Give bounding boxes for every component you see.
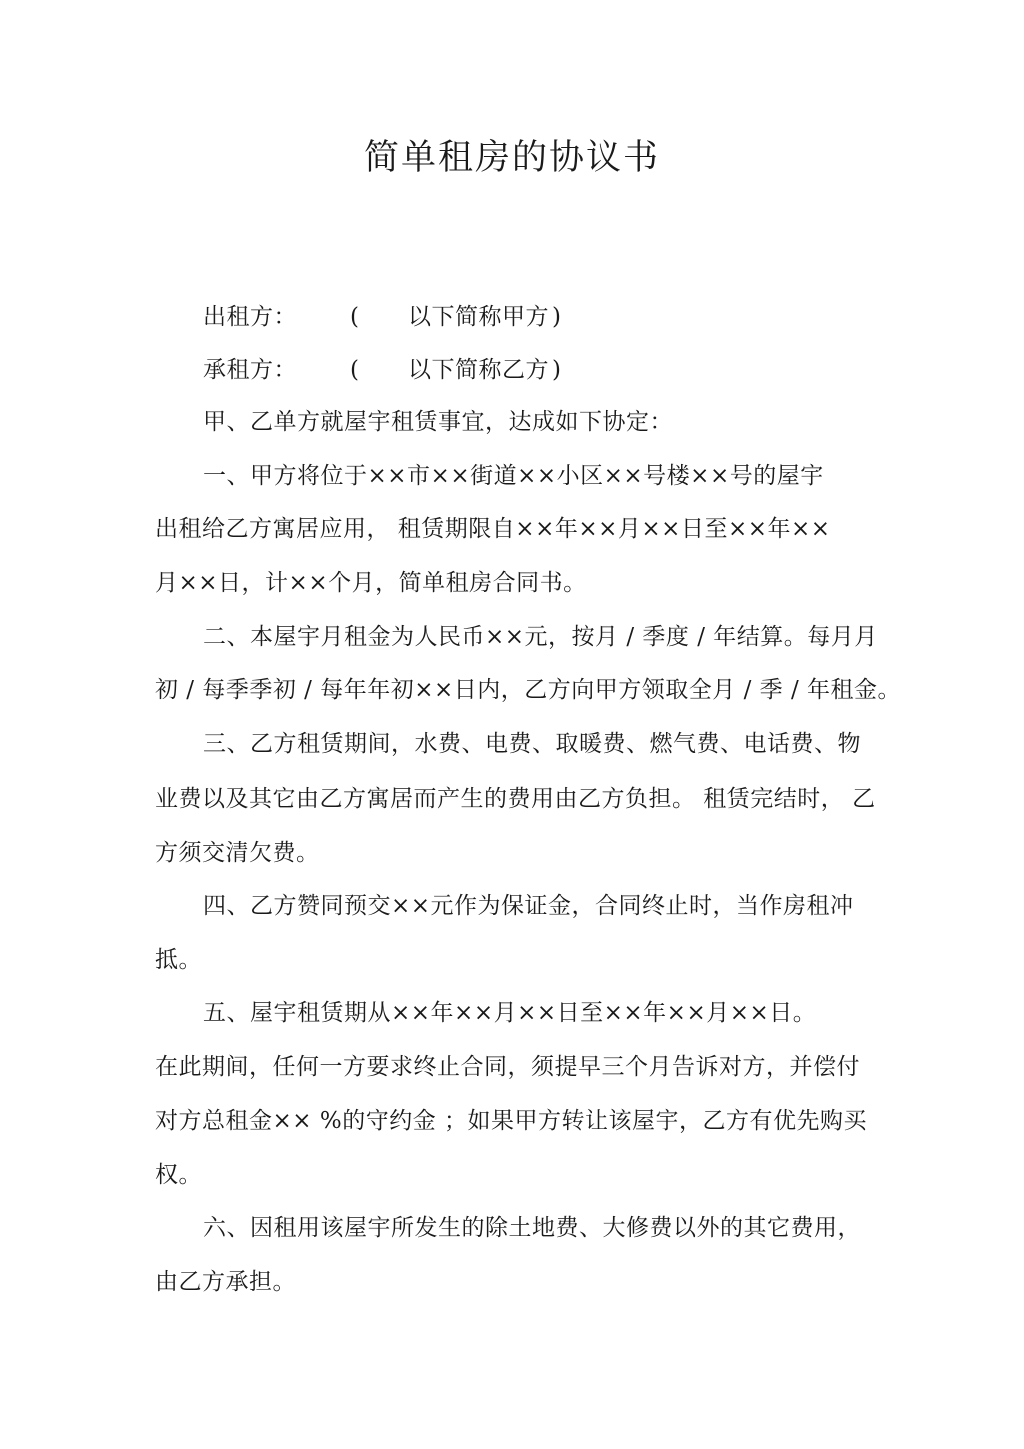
lessee-label: 承租方：	[203, 357, 297, 383]
clause-5-line-3: 对方总租金×× %的守约金 ；如果甲方转让该屋宇，乙方有优先购买	[155, 1108, 868, 1134]
clause-3-line-1: 三、乙方租赁期间，水费、电费、取暖费、燃气费、电话费、物	[203, 731, 861, 757]
clause-3-line-2: 业费以及其它由乙方寓居而产生的费用由乙方负担。 租赁完结时， 乙	[155, 786, 876, 812]
lessor-label: 出租方：	[203, 304, 297, 330]
lessee-note: 以下简称乙方	[408, 357, 549, 383]
lessee-paren-open: (	[350, 357, 360, 383]
lessor-paren-open: (	[350, 304, 360, 330]
clause-5-line-4: 权。	[155, 1162, 202, 1188]
clause-6-line-1: 六、因租用该屋宇所发生的除土地费、大修费以外的其它费用，	[203, 1215, 861, 1241]
clause-2-line-1: 二、本屋宇月租金为人民币××元，按月 / 季度 / 年结算。每月月	[203, 624, 878, 650]
lessor-note: 以下简称甲方	[408, 304, 549, 330]
clause-4-line-2: 抵。	[155, 947, 202, 973]
clause-1-line-1: 一、甲方将位于××市××街道××小区××号楼××号的屋宇	[203, 463, 824, 489]
clause-4-line-1: 四、乙方赞同预交××元作为保证金，合同终止时，当作房租冲	[203, 893, 854, 919]
document-title: 简单租房的协议书	[363, 138, 660, 178]
clause-6-line-2: 由乙方承担。	[155, 1269, 296, 1295]
agreement-intro: 甲、乙单方就屋宇租赁事宜，达成如下协定：	[203, 409, 673, 435]
lessee-paren-close: )	[552, 357, 562, 383]
clause-5-line-1: 五、屋宇租赁期从××年××月××日至××年××月××日。	[203, 1000, 817, 1026]
lessor-paren-close: )	[552, 304, 562, 330]
clause-2-line-2: 初 / 每季季初 / 每年年初××日内，乙方向甲方领取全月 / 季 / 年租金。	[155, 677, 902, 703]
clause-5-line-2: 在此期间，任何一方要求终止合同，须提早三个月告诉对方，并偿付	[155, 1054, 860, 1080]
clause-1-line-2: 出租给乙方寓居应用， 租赁期限自××年××月××日至××年××	[155, 516, 831, 542]
clause-1-line-3: 月××日，计××个月，简单租房合同书。	[155, 570, 587, 596]
clause-3-line-3: 方须交清欠费。	[155, 840, 320, 866]
